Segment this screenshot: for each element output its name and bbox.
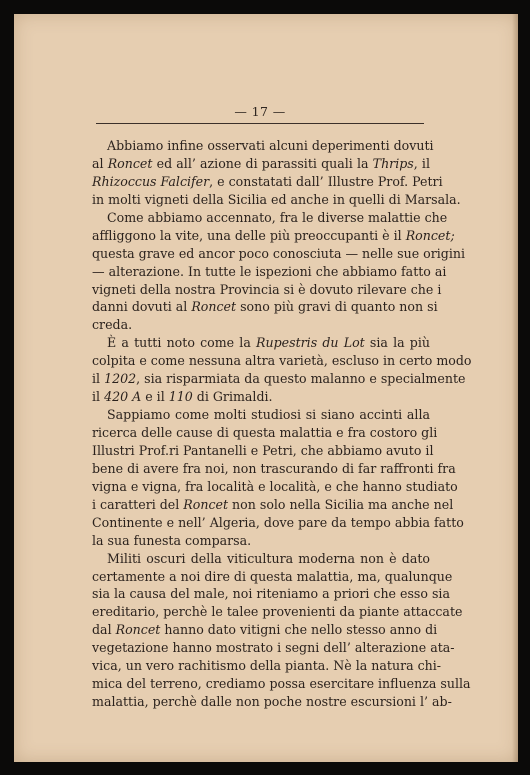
italic-term: 420 A bbox=[104, 389, 142, 405]
text-run: vica, un vero rachitismo della pianta. Nè la natura chi- bbox=[92, 658, 442, 674]
text-line bbox=[92, 388, 430, 406]
text-run: non solo nella Sicilia ma anche nel bbox=[228, 496, 454, 512]
text-run: creda. bbox=[92, 317, 133, 333]
page-header bbox=[96, 104, 424, 124]
page-edge-shadow bbox=[512, 14, 518, 762]
text-line bbox=[92, 155, 430, 173]
text-run: Abbiamo infine osservati alcuni deperimenti dovuti bbox=[107, 138, 434, 153]
text-run: ricerca delle cause di questa malattia e fra costoro gli bbox=[92, 425, 438, 440]
text-line bbox=[92, 693, 452, 711]
italic-term: Roncet; bbox=[405, 227, 455, 243]
text-run: in molti vigneti della Sicilia ed anche in quelli di Marsala. bbox=[92, 191, 461, 207]
text-run: vigna e vigna, fra località e località, e che hanno studiato bbox=[92, 478, 458, 494]
text-run: il bbox=[92, 389, 105, 405]
text-line bbox=[92, 137, 434, 155]
text-line bbox=[92, 227, 455, 245]
text-run: ereditario, perchè le talee provenienti da piante attaccate bbox=[92, 604, 463, 620]
text-line bbox=[92, 281, 442, 299]
text-line bbox=[92, 568, 453, 586]
text-line bbox=[92, 478, 458, 496]
italic-term: 1202 bbox=[104, 371, 137, 387]
text-run: danni dovuti al bbox=[92, 299, 192, 315]
text-line bbox=[92, 209, 448, 227]
book-page bbox=[14, 14, 518, 762]
text-run: mica del terreno, crediamo possa esercitare influenza sulla bbox=[92, 676, 471, 692]
text-run: Continente e nell’ Algeria, dove pare da tempo abbia fatto bbox=[92, 514, 464, 530]
page-number: — 17 — bbox=[234, 104, 286, 119]
text-line bbox=[92, 621, 438, 639]
text-run: bene di avere fra noi, non trascurando di far raffronti fra bbox=[92, 460, 456, 476]
text-line bbox=[92, 263, 447, 281]
text-line bbox=[92, 370, 466, 388]
text-run: , sia risparmiata da questo malanno e specialmente bbox=[136, 371, 466, 387]
italic-term: Thrips bbox=[372, 155, 414, 171]
text-run: colpita e come nessuna altra varietà, escluso in certo modo bbox=[92, 353, 472, 369]
text-line bbox=[92, 550, 430, 568]
text-run: sono più gravi di quanto non si bbox=[236, 299, 438, 315]
text-line bbox=[92, 173, 443, 191]
text-run: Come abbiamo accennato, fra le diverse malattie che bbox=[107, 209, 448, 225]
text-line bbox=[92, 442, 434, 460]
italic-term: 110 bbox=[168, 389, 193, 405]
italic-term: Rupestris du Lot bbox=[256, 335, 365, 351]
text-line bbox=[92, 514, 464, 532]
italic-term: Roncet bbox=[191, 299, 237, 315]
text-run: vegetazione hanno mostrato i segni dell’ alterazione ata- bbox=[92, 640, 455, 656]
header-rule bbox=[96, 123, 424, 124]
text-run: e il bbox=[141, 389, 169, 405]
text-line bbox=[92, 675, 471, 693]
text-run: , e constatati dall’ Illustre Prof. Petri bbox=[209, 173, 443, 189]
text-run: È a tutti noto come la bbox=[107, 335, 257, 351]
text-line bbox=[92, 334, 430, 352]
text-run: dal bbox=[92, 622, 116, 638]
text-run: affliggono la vite, una delle più preoccupanti è il bbox=[92, 227, 406, 243]
text-line bbox=[92, 191, 461, 209]
italic-term: Rhizoccus Falcifer bbox=[92, 173, 210, 189]
italic-term: Roncet bbox=[183, 496, 229, 512]
text-run: ed all’ azione di parassiti quali la bbox=[152, 155, 373, 171]
text-line bbox=[92, 352, 472, 370]
text-run: vigneti della nostra Provincia si è dovuto rilevare che i bbox=[92, 281, 442, 297]
text-run: Sappiamo come molti studiosi si siano accinti alla bbox=[107, 407, 430, 423]
text-line bbox=[92, 424, 438, 442]
text-line bbox=[92, 603, 463, 621]
italic-term: Roncet bbox=[107, 155, 153, 171]
text-line bbox=[92, 585, 450, 603]
text-run: — alterazione. In tutte le ispezioni che abbiamo fatto ai bbox=[92, 263, 447, 279]
text-run: malattia, perchè dalle non poche nostre escursioni l’ ab- bbox=[92, 694, 452, 710]
text-line bbox=[92, 298, 438, 316]
text-run: di Grimaldi. bbox=[192, 389, 273, 405]
text-line bbox=[92, 460, 456, 478]
text-run: la sua funesta comparsa. bbox=[92, 532, 252, 548]
text-run: , il bbox=[413, 155, 430, 171]
text-run: questa grave ed ancor poco conosciuta — nelle sue origini bbox=[92, 245, 466, 261]
text-line bbox=[92, 245, 466, 263]
text-line bbox=[92, 532, 430, 550]
text-line bbox=[92, 316, 430, 334]
text-line bbox=[92, 406, 430, 424]
text-run: Illustri Prof.ri Pantanelli e Petri, che abbiamo avuto il bbox=[92, 442, 434, 458]
text-run: sia la più bbox=[364, 335, 431, 351]
text-run: il bbox=[92, 371, 105, 387]
text-run: sia la causa del male, noi riteniamo a priori che esso sia bbox=[92, 586, 450, 602]
italic-term: Roncet bbox=[115, 622, 161, 638]
text-run: hanno dato vitigni che nello stesso anno di bbox=[160, 622, 438, 638]
text-line bbox=[92, 496, 454, 514]
body-text bbox=[92, 137, 472, 711]
text-run: Militi oscuri della viticultura moderna non è dato bbox=[107, 550, 430, 566]
text-line bbox=[92, 657, 442, 675]
text-line bbox=[92, 639, 455, 657]
text-run: i caratteri del bbox=[92, 496, 184, 512]
text-run: certamente a noi dire di questa malattia, ma, qualunque bbox=[92, 568, 453, 584]
text-run: al bbox=[92, 155, 108, 171]
